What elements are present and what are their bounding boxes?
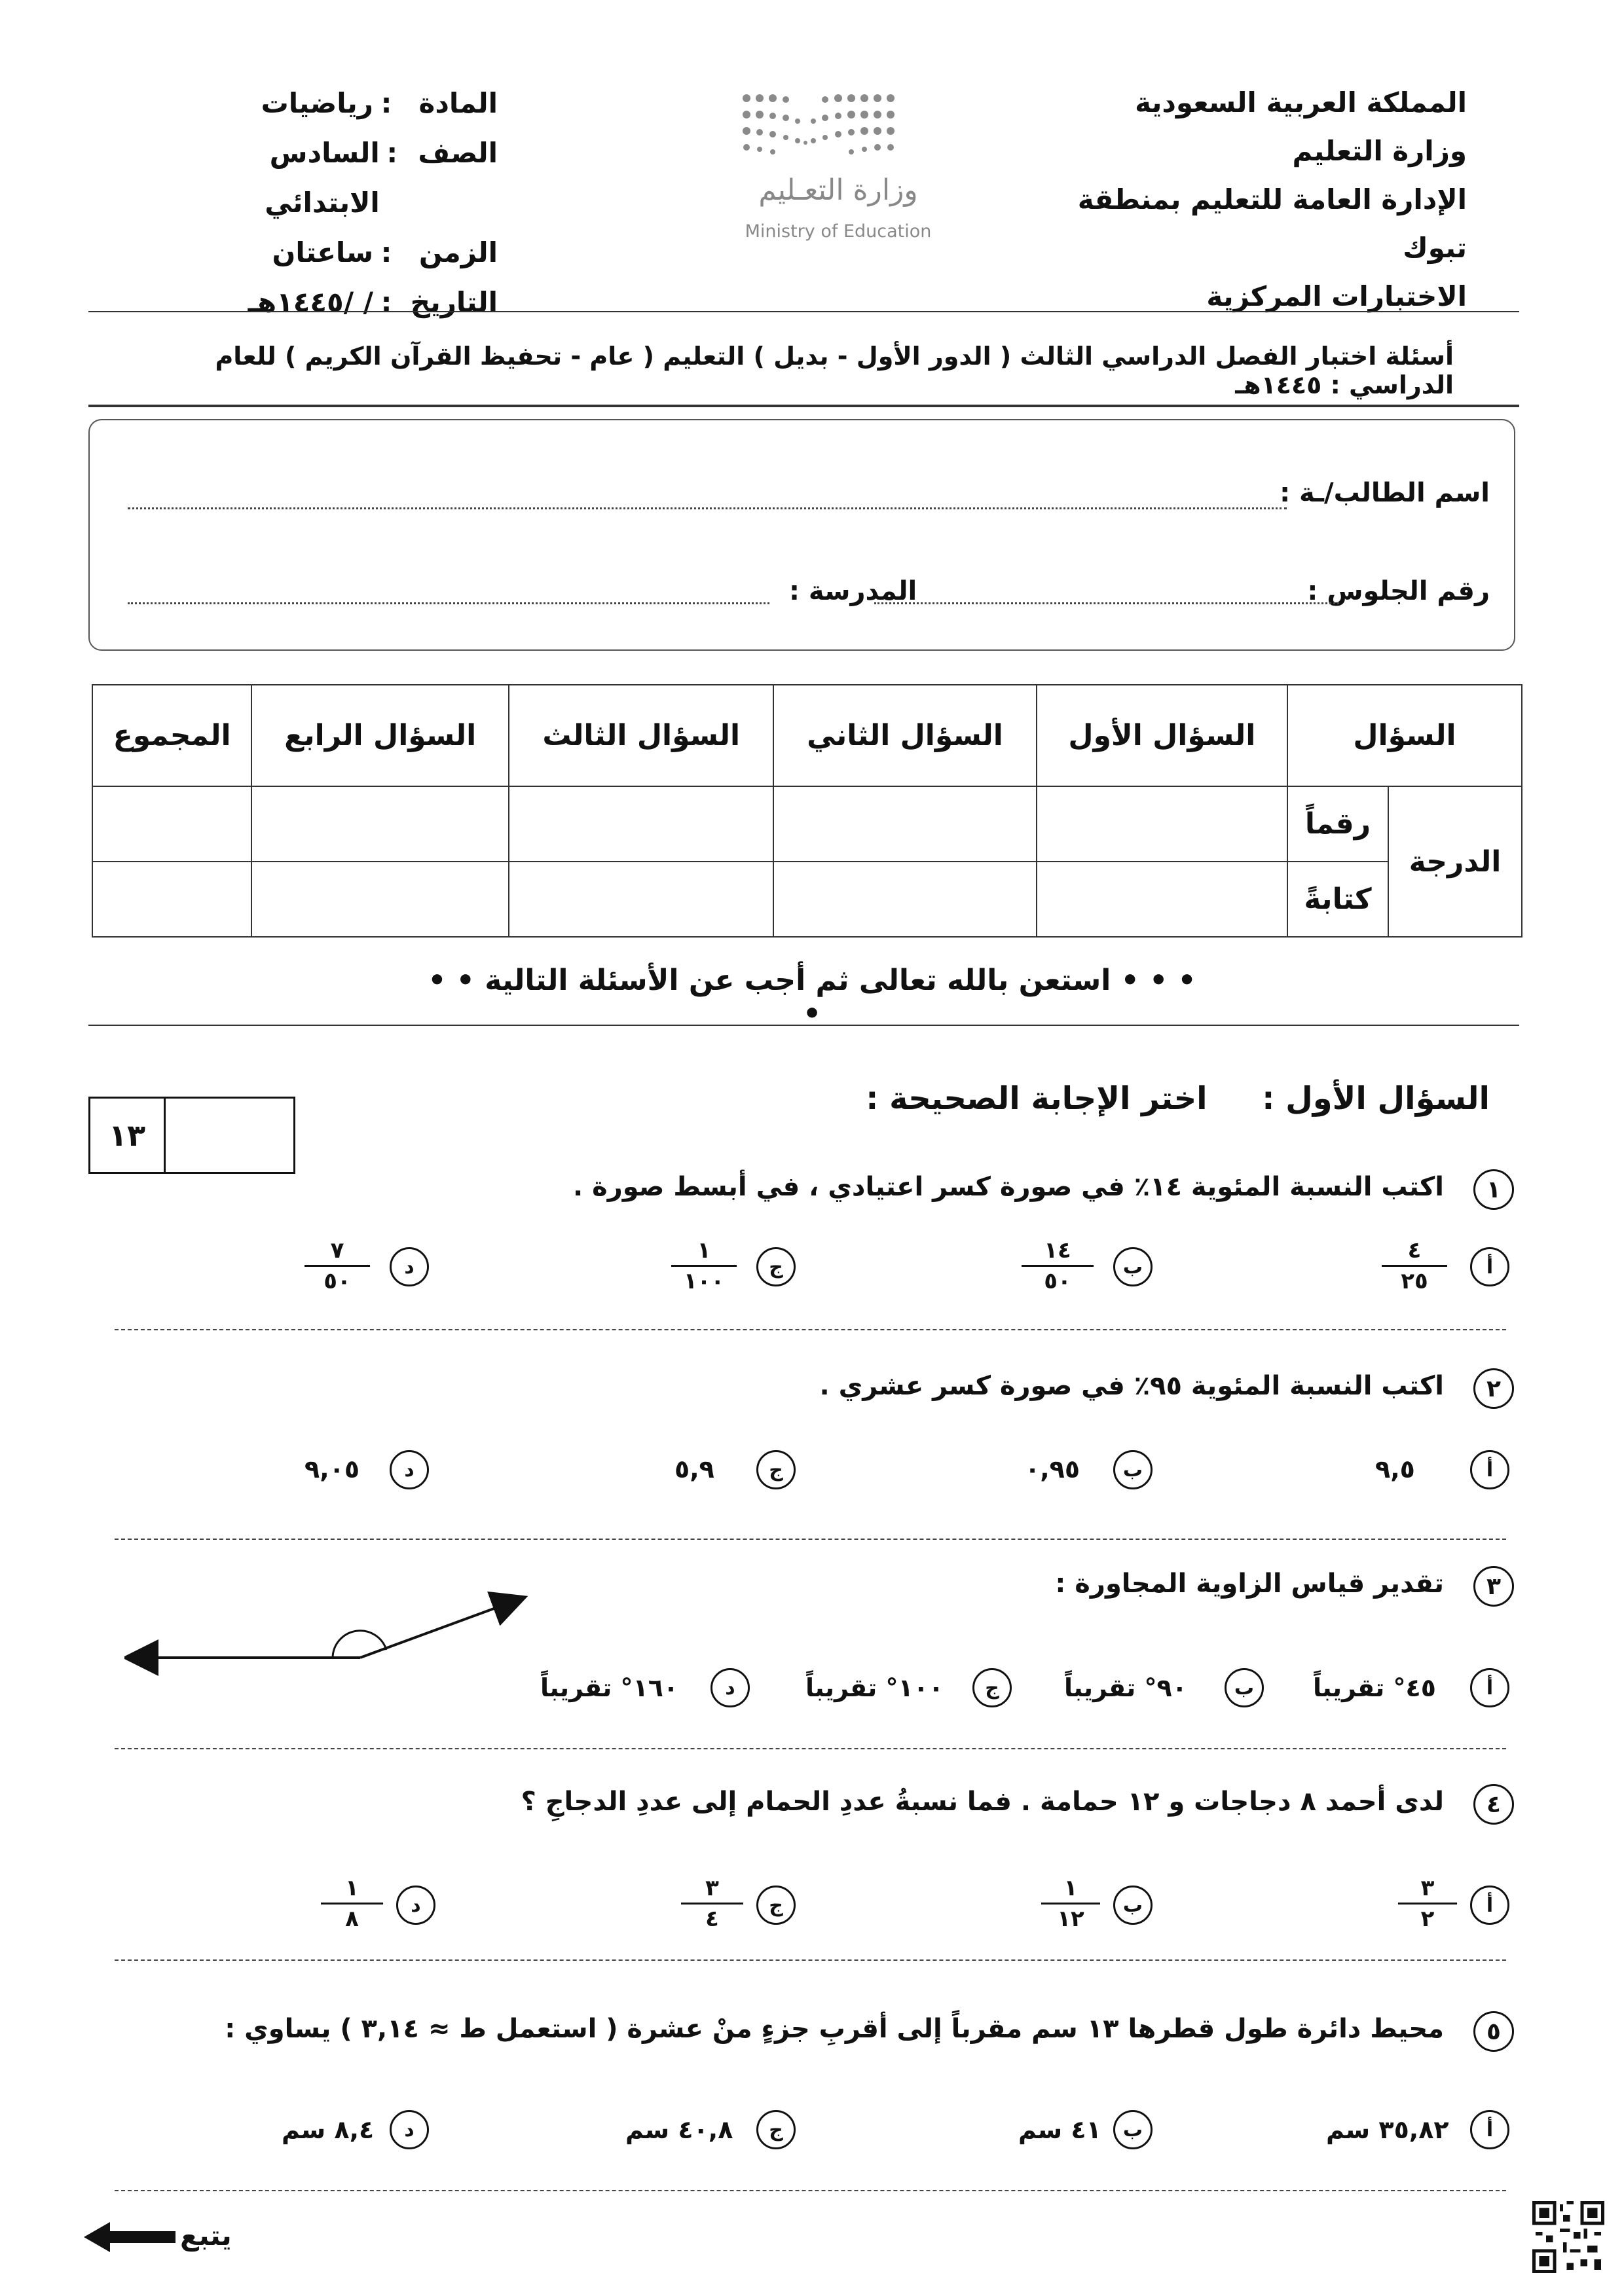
grade-cell[interactable] bbox=[773, 786, 1036, 862]
divider bbox=[88, 405, 1519, 407]
instructions-line: • • • استعن بالله تعالى ثم أجب عن الأسئلة التالية • • • bbox=[428, 964, 1196, 1030]
option-c-text: ١٠٠° تقريباً bbox=[805, 1673, 944, 1702]
score-input-cell[interactable] bbox=[164, 1099, 293, 1172]
option-d-circle[interactable]: د bbox=[390, 2110, 429, 2149]
label: الصف bbox=[418, 137, 498, 169]
value: / /١٤٤٥هـ bbox=[248, 286, 373, 318]
numerator: ١ bbox=[345, 1875, 359, 1901]
option-a-fraction bbox=[1398, 1874, 1457, 1933]
option-c-circle[interactable]: ج bbox=[756, 1886, 796, 1925]
denominator: ٢ bbox=[1420, 1906, 1435, 1932]
header-line: المملكة العربية السعودية bbox=[1135, 86, 1467, 118]
option-c-fraction bbox=[671, 1236, 737, 1296]
logo-arabic-text: وزارة التعـليم bbox=[758, 173, 918, 207]
denominator: ٢٥ bbox=[1401, 1268, 1428, 1294]
option-c-circle[interactable]: ج bbox=[756, 2110, 796, 2149]
label: الزمن bbox=[418, 236, 498, 268]
denominator: ١٠٠ bbox=[683, 1268, 725, 1294]
option-d-fraction bbox=[304, 1236, 370, 1296]
table-header-question: السؤال bbox=[1287, 685, 1522, 786]
option-d-circle[interactable]: د bbox=[390, 1450, 429, 1489]
denominator: ٤ bbox=[705, 1906, 719, 1932]
table-header: السؤال الرابع bbox=[251, 685, 509, 786]
value: السادس الابتدائي bbox=[265, 137, 380, 219]
numerator: ١ bbox=[697, 1237, 711, 1264]
header-date-row: التاريخ : / /١٤٤٥هـ bbox=[157, 278, 498, 327]
question-one-title bbox=[866, 1080, 1490, 1117]
option-c-text: ٥,٩ bbox=[674, 1455, 714, 1484]
numerator: ٧ bbox=[330, 1237, 344, 1264]
question-number: ٥ bbox=[1473, 2011, 1514, 2052]
ministry-logo bbox=[629, 85, 969, 255]
grades-table bbox=[92, 684, 1522, 938]
question-text: اكتب النسبة المئوية ٩٥٪ في صورة كسر عشري . bbox=[819, 1371, 1444, 1401]
angle-ray bbox=[360, 1599, 521, 1658]
header-subject-row: المادة : رياضيات bbox=[157, 79, 498, 128]
score-box bbox=[88, 1097, 295, 1174]
option-d-circle[interactable]: د bbox=[710, 1668, 750, 1707]
grade-cell[interactable] bbox=[251, 786, 509, 862]
divider bbox=[88, 311, 1519, 312]
option-c-circle[interactable]: ج bbox=[972, 1668, 1012, 1707]
option-d-text: ٨,٤ سم bbox=[282, 2115, 375, 2144]
option-c-text: ٤٠,٨ سم bbox=[625, 2115, 733, 2144]
label: التاريخ bbox=[410, 286, 498, 318]
denominator: ٥٠ bbox=[1044, 1268, 1071, 1294]
option-b-circle[interactable]: ب bbox=[1225, 1668, 1264, 1707]
grade-cell[interactable] bbox=[509, 862, 773, 937]
option-a-circle[interactable]: أ bbox=[1470, 1450, 1509, 1489]
header-right-block bbox=[1008, 79, 1467, 321]
option-b-text: ٤١ سم bbox=[1018, 2115, 1101, 2144]
angle-diagram bbox=[124, 1584, 530, 1676]
option-b-circle[interactable]: ب bbox=[1113, 2110, 1153, 2149]
grade-cell[interactable] bbox=[251, 862, 509, 937]
student-name-label: اسم الطالب/ـة : bbox=[1280, 478, 1490, 508]
option-a-text: ٣٥,٨٢ سم bbox=[1326, 2115, 1449, 2144]
grade-cell[interactable] bbox=[92, 862, 251, 937]
grade-row-label: رقماً bbox=[1287, 786, 1388, 862]
option-a-circle[interactable]: أ bbox=[1470, 1247, 1509, 1286]
label: المادة bbox=[418, 87, 498, 119]
question-separator bbox=[115, 1959, 1506, 1961]
option-d-fraction bbox=[321, 1874, 383, 1933]
question-separator bbox=[115, 1329, 1506, 1330]
denominator: ١٢ bbox=[1057, 1906, 1084, 1932]
grade-cell[interactable] bbox=[92, 786, 251, 862]
grade-cell[interactable] bbox=[1037, 786, 1287, 862]
question-separator bbox=[115, 1748, 1506, 1749]
option-d-text: ١٦٠° تقريباً bbox=[540, 1673, 679, 1702]
option-a-fraction bbox=[1382, 1236, 1447, 1296]
question-separator bbox=[115, 1539, 1506, 1540]
option-c-circle[interactable]: ج bbox=[756, 1450, 796, 1489]
option-a-text: ٤٥° تقريباً bbox=[1313, 1673, 1436, 1702]
numerator: ٤ bbox=[1407, 1237, 1422, 1264]
option-d-text: ٩,٠٥ bbox=[304, 1455, 360, 1484]
denominator: ٥٠ bbox=[323, 1268, 351, 1294]
table-header: السؤال الثاني bbox=[773, 685, 1036, 786]
option-c-fraction bbox=[681, 1874, 743, 1933]
header-line: الإدارة العامة للتعليم بمنطقة تبوك bbox=[1077, 183, 1467, 264]
header-line: الاختبارات المركزية bbox=[1206, 280, 1467, 312]
grade-cell[interactable] bbox=[1037, 862, 1287, 937]
option-b-circle[interactable]: ب bbox=[1113, 1886, 1153, 1925]
question-number: ١ bbox=[1473, 1169, 1514, 1210]
grade-cell[interactable] bbox=[773, 862, 1036, 937]
score-value: ١٣ bbox=[108, 1118, 146, 1153]
qr-code-icon bbox=[1532, 2201, 1604, 2273]
denominator: ٨ bbox=[345, 1906, 359, 1932]
continue-label: يتبع bbox=[180, 2219, 232, 2251]
header-time-row: الزمن : ساعتان bbox=[157, 228, 498, 278]
option-b-circle[interactable]: ب bbox=[1113, 1247, 1153, 1286]
table-header: السؤال الأول bbox=[1037, 685, 1287, 786]
option-b-circle[interactable]: ب bbox=[1113, 1450, 1153, 1489]
question-text: اكتب النسبة المئوية ١٤٪ في صورة كسر اعتيادي ، في أبسط صورة . bbox=[572, 1172, 1444, 1202]
question-one-label: السؤال الأول : bbox=[1262, 1080, 1490, 1117]
student-info-box bbox=[88, 419, 1515, 651]
header-line: وزارة التعليم bbox=[1292, 135, 1467, 167]
seat-number-field[interactable] bbox=[874, 602, 1339, 604]
option-b-fraction bbox=[1041, 1874, 1100, 1933]
option-b-text: ٠,٩٥ bbox=[1025, 1455, 1080, 1484]
numerator: ١٤ bbox=[1044, 1237, 1071, 1264]
question-one-instruction: اختر الإجابة الصحيحة : bbox=[866, 1080, 1208, 1117]
option-a-circle[interactable]: أ bbox=[1470, 2110, 1509, 2149]
option-b-text: ٩٠° تقريباً bbox=[1064, 1673, 1187, 1702]
question-text: محيط دائرة طول قطرها ١٣ سم مقرباً إلى أقربِ جزءٍ منْ عشرة ( استعمل ط ≈ ٣,١٤ ) يساوي : bbox=[225, 2014, 1444, 2044]
header-left-block bbox=[157, 79, 498, 327]
numerator: ٣ bbox=[1420, 1875, 1435, 1901]
grade-row-label: كتابةً bbox=[1287, 862, 1388, 937]
table-header: المجموع bbox=[92, 685, 251, 786]
logo-english-text: Ministry of Education bbox=[745, 221, 932, 242]
numerator: ٣ bbox=[705, 1875, 719, 1901]
question-number: ٢ bbox=[1473, 1368, 1514, 1409]
exam-title: أسئلة اختبار الفصل الدراسي الثالث ( الدور الأول - بديل ) التعليم ( عام - تحفيظ القرآن الكريم ) للعام الدراسي : ١٤٤٥هـ bbox=[215, 342, 1454, 399]
question-text: تقدير قياس الزاوية المجاورة : bbox=[1055, 1569, 1444, 1599]
header-grade-row: الصف : السادس الابتدائي bbox=[157, 128, 498, 228]
grade-label-cell: الدرجة bbox=[1388, 786, 1522, 937]
value: ساعتان bbox=[272, 236, 373, 268]
question-number: ٤ bbox=[1473, 1784, 1514, 1825]
table-header: السؤال الثالث bbox=[509, 685, 773, 786]
option-a-circle[interactable]: أ bbox=[1470, 1668, 1509, 1707]
option-d-circle[interactable]: د bbox=[396, 1886, 435, 1925]
option-a-text: ٩,٥ bbox=[1375, 1455, 1415, 1484]
question-number: ٣ bbox=[1473, 1566, 1514, 1607]
divider bbox=[88, 1025, 1519, 1026]
value: رياضيات bbox=[261, 87, 373, 119]
option-c-circle[interactable]: ج bbox=[756, 1247, 796, 1286]
question-separator bbox=[115, 2190, 1506, 2191]
option-b-fraction bbox=[1022, 1236, 1094, 1296]
grade-cell[interactable] bbox=[509, 786, 773, 862]
numerator: ١ bbox=[1063, 1875, 1078, 1901]
angle-arc bbox=[333, 1631, 386, 1658]
option-d-circle[interactable]: د bbox=[390, 1247, 429, 1286]
student-name-field[interactable] bbox=[128, 507, 1287, 509]
option-a-circle[interactable]: أ bbox=[1470, 1886, 1509, 1925]
school-label: المدرسة : bbox=[789, 576, 917, 606]
question-text: لدى أحمد ٨ دجاجات و ١٢ حمامة . فما نسبةُ عددِ الحمام إلى عددِ الدجاجِ ؟ bbox=[521, 1787, 1444, 1817]
school-field[interactable] bbox=[128, 602, 769, 604]
seat-number-label: رقم الجلوس : bbox=[1307, 576, 1490, 606]
